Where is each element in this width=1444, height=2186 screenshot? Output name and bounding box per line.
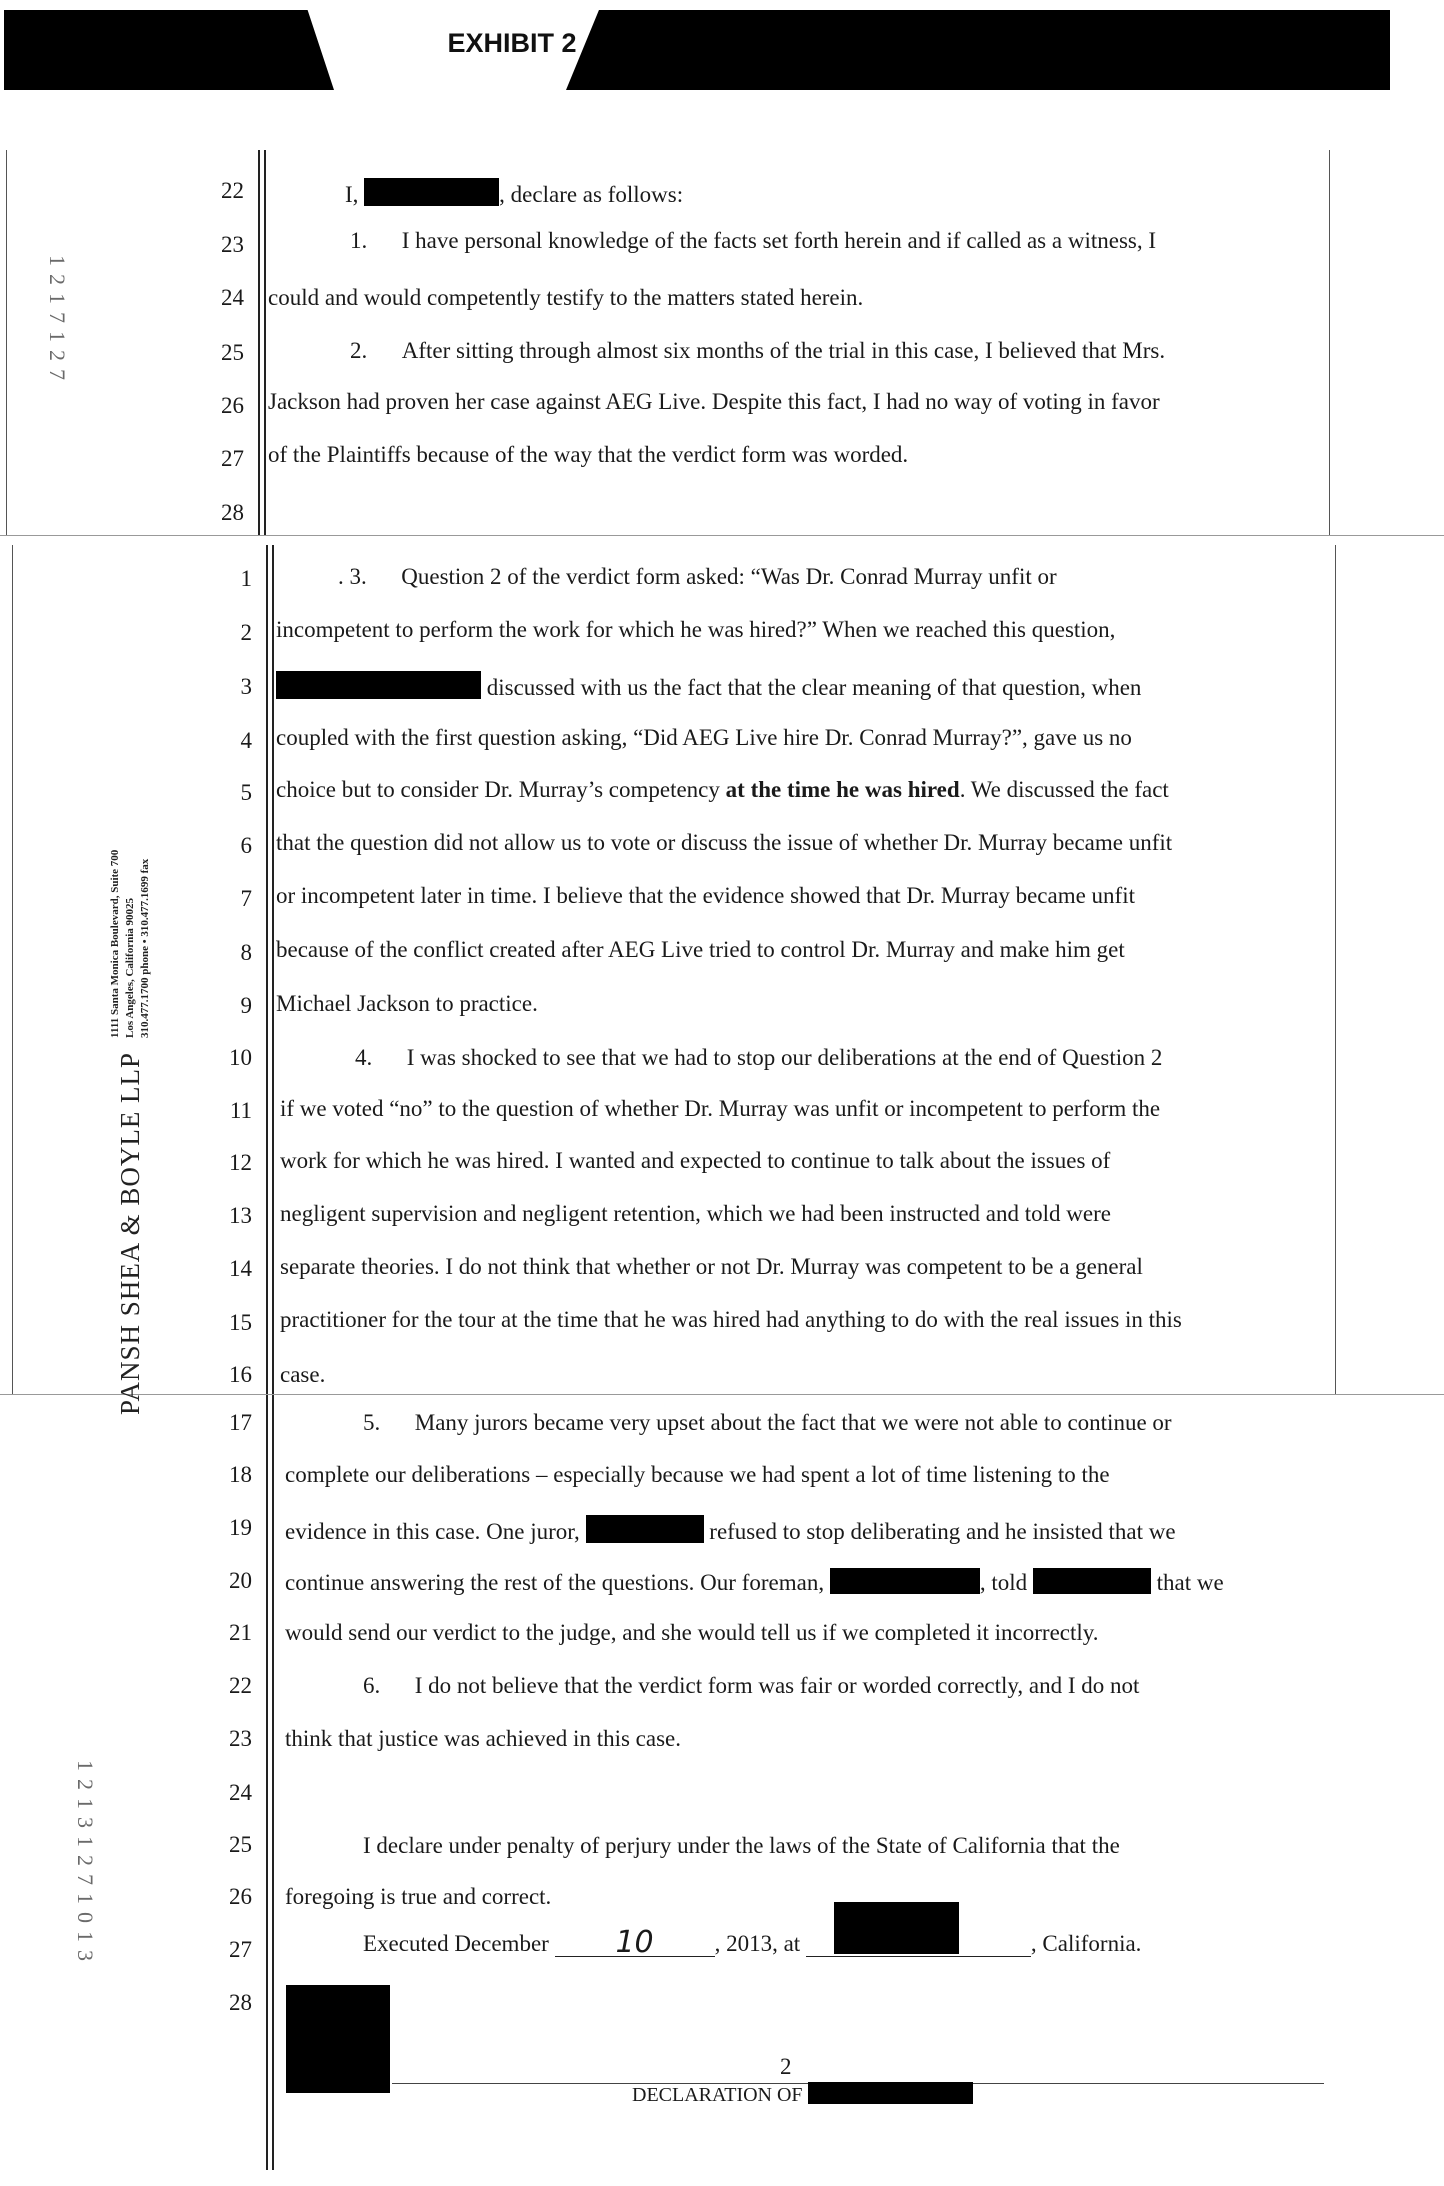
line-number: 24 (229, 1780, 252, 1805)
paragraph-line: coupled with the first question asking, “Did AEG Live hire Dr. Conrad Murray?”, gave us no (276, 725, 1132, 750)
paragraph-line: separate theories. I do not think that whether or not Dr. Murray was competent to be a general (280, 1254, 1143, 1279)
paragraph-line: or incompetent later in time. I believe that the evidence showed that Dr. Murray became unfit (276, 883, 1135, 908)
paragraph-line: choice but to consider Dr. Murray’s competency at the time he was hired. We discussed the fact (276, 777, 1169, 802)
paragraph-line: foregoing is true and correct. (285, 1884, 552, 1909)
line-number: 28 (229, 1990, 252, 2015)
line-number: 2 (240, 620, 252, 645)
line-number: 4 (240, 728, 252, 753)
line-number: 11 (229, 1098, 252, 1123)
line-number: 22 (229, 1673, 252, 1698)
line-number: 7 (240, 886, 252, 911)
paragraph-line: 6. I do not believe that the verdict form was fair or worded correctly, and I do not (363, 1673, 1140, 1698)
paragraph-line: evidence in this case. One juror, refused to stop deliberating and he insisted that we (285, 1515, 1176, 1545)
footer-declaration: DECLARATION OF (632, 2082, 973, 2107)
redacted-signature (286, 1985, 390, 2093)
emphasis-text: at the time he was hired (725, 777, 960, 802)
page1-left-edge (6, 150, 7, 535)
line-number: 12 (229, 1150, 252, 1175)
line-number: 22 (221, 178, 244, 203)
execution-line: Executed December 10 , 2013, at , California. (363, 1930, 1141, 1957)
line-number: 26 (221, 393, 244, 418)
paragraph-line: Jackson had proven her case against AEG Live. Despite this fact, I had no way of voting in favor (268, 389, 1160, 414)
paragraph-line: think that justice was achieved in this case. (285, 1726, 681, 1751)
redacted-declarant (808, 2082, 973, 2104)
location-blank (806, 1930, 1031, 1957)
line-number: 25 (221, 340, 244, 365)
line-number: 19 (229, 1515, 252, 1540)
line-number: 6 (240, 833, 252, 858)
line-number: 26 (229, 1884, 252, 1909)
line-number: 13 (229, 1203, 252, 1228)
paragraph-line: 4. I was shocked to see that we had to stop our deliberations at the end of Question 2 (355, 1045, 1163, 1070)
page-break-1 (0, 535, 1444, 536)
line-number: 27 (229, 1937, 252, 1962)
page2-left-edge (12, 545, 13, 1395)
line-number: 16 (229, 1362, 252, 1387)
paragraph-line: 5. Many jurors became very upset about the fact that we were not able to continue or (363, 1410, 1172, 1435)
line-number: 10 (229, 1045, 252, 1070)
line-number: 28 (221, 500, 244, 525)
line-number: 23 (221, 232, 244, 257)
line-number: 1 (240, 566, 252, 591)
line-number: 17 (229, 1410, 252, 1435)
page-break-2 (0, 1394, 1444, 1395)
paragraph-line: I declare under penalty of perjury under the laws of the State of California that the (363, 1833, 1120, 1858)
firm-name: PANSH SHEA & BOYLE LLP (115, 1051, 145, 1415)
redacted-name (364, 178, 499, 206)
line-number: 15 (229, 1310, 252, 1335)
firm-address-line-3: 310.477.1700 phone • 310.477.1699 fax (139, 858, 151, 1038)
paragraph-line: 1. I have personal knowledge of the facts set forth herein and if called as a witness, I (350, 228, 1156, 253)
page2-margin-rule-1 (266, 545, 268, 2170)
firm-address-line-1: 1111 Santa Monica Boulevard, Suite 700 (109, 849, 121, 1038)
declaration-intro: I, , declare as follows: (345, 178, 683, 208)
paragraph-line: would send our verdict to the judge, and she would tell us if we completed it incorrectly. (285, 1620, 1099, 1645)
paragraph-line: that the question did not allow us to vote or discuss the issue of whether Dr. Murray became unfit (276, 830, 1173, 855)
bates-number-bottom: 12131271013 (73, 1760, 98, 1969)
redacted-juror-name (586, 1515, 704, 1543)
paragraph-line: Michael Jackson to practice. (276, 991, 538, 1016)
paragraph-line: if we voted “no” to the question of whether Dr. Murray was unfit or incompetent to perform the (280, 1096, 1161, 1121)
line-number: 24 (221, 285, 244, 310)
law-firm-margin-block (108, 850, 153, 1415)
line-number: 25 (229, 1832, 252, 1857)
page2-right-edge (1335, 545, 1336, 1395)
bates-number-top: 1217127 (45, 255, 70, 388)
redacted-location (834, 1902, 959, 1954)
paragraph-line: because of the conflict created after AEG Live tried to control Dr. Murray and make him get (276, 937, 1125, 962)
line-number: 20 (229, 1568, 252, 1593)
line-number: 21 (229, 1620, 252, 1645)
paragraph-line: complete our deliberations – especially because we had spent a lot of time listening to the (285, 1462, 1110, 1487)
page1-right-edge (1329, 150, 1330, 535)
paragraph-line: work for which he was hired. I wanted and expected to continue to talk about the issues of (280, 1148, 1111, 1173)
line-number: 9 (240, 993, 252, 1018)
redacted-name (276, 671, 481, 699)
redacted-juror-name (1033, 1568, 1151, 1594)
paragraph-line: of the Plaintiffs because of the way that the verdict form was worded. (268, 442, 909, 467)
paragraph-line: 2. After sitting through almost six months of the trial in this case, I believed that Mrs. (350, 338, 1166, 363)
line-number: 18 (229, 1462, 252, 1487)
paragraph-line: could and would competently testify to the matters stated herein. (268, 285, 864, 310)
paragraph-line: continue answering the rest of the questions. Our foreman, , told that we (285, 1570, 1224, 1595)
paragraph-line: negligent supervision and negligent retention, which we had been instructed and told were (280, 1201, 1111, 1226)
line-number: 23 (229, 1726, 252, 1751)
redacted-foreman-name (830, 1568, 980, 1594)
page1-margin-rule-2 (264, 150, 266, 535)
paragraph-line: incompetent to perform the work for which he was hired?” When we reached this question, (276, 617, 1116, 642)
exhibit-title: EXHIBIT 2 (447, 28, 577, 58)
line-number: 8 (240, 940, 252, 965)
page-number: 2 (780, 2054, 792, 2079)
paragraph-line: . 3. Question 2 of the verdict form asked: “Was Dr. Conrad Murray unfit or (338, 564, 1057, 589)
page1-margin-rule-1 (258, 150, 260, 535)
paragraph-line: discussed with us the fact that the clear meaning of that question, when (276, 671, 1141, 701)
handwritten-day: 10 (555, 1930, 715, 1957)
line-number: 3 (240, 674, 252, 699)
page2-margin-rule-2 (272, 545, 274, 2170)
line-number: 27 (221, 446, 244, 471)
line-number: 5 (240, 780, 252, 805)
paragraph-line: case. (280, 1362, 326, 1387)
firm-address-line-2: Los Angeles, California 90025 (124, 897, 136, 1038)
paragraph-line: practitioner for the tour at the time that he was hired had anything to do with the real issues in this (280, 1307, 1182, 1332)
line-number: 14 (229, 1256, 252, 1281)
